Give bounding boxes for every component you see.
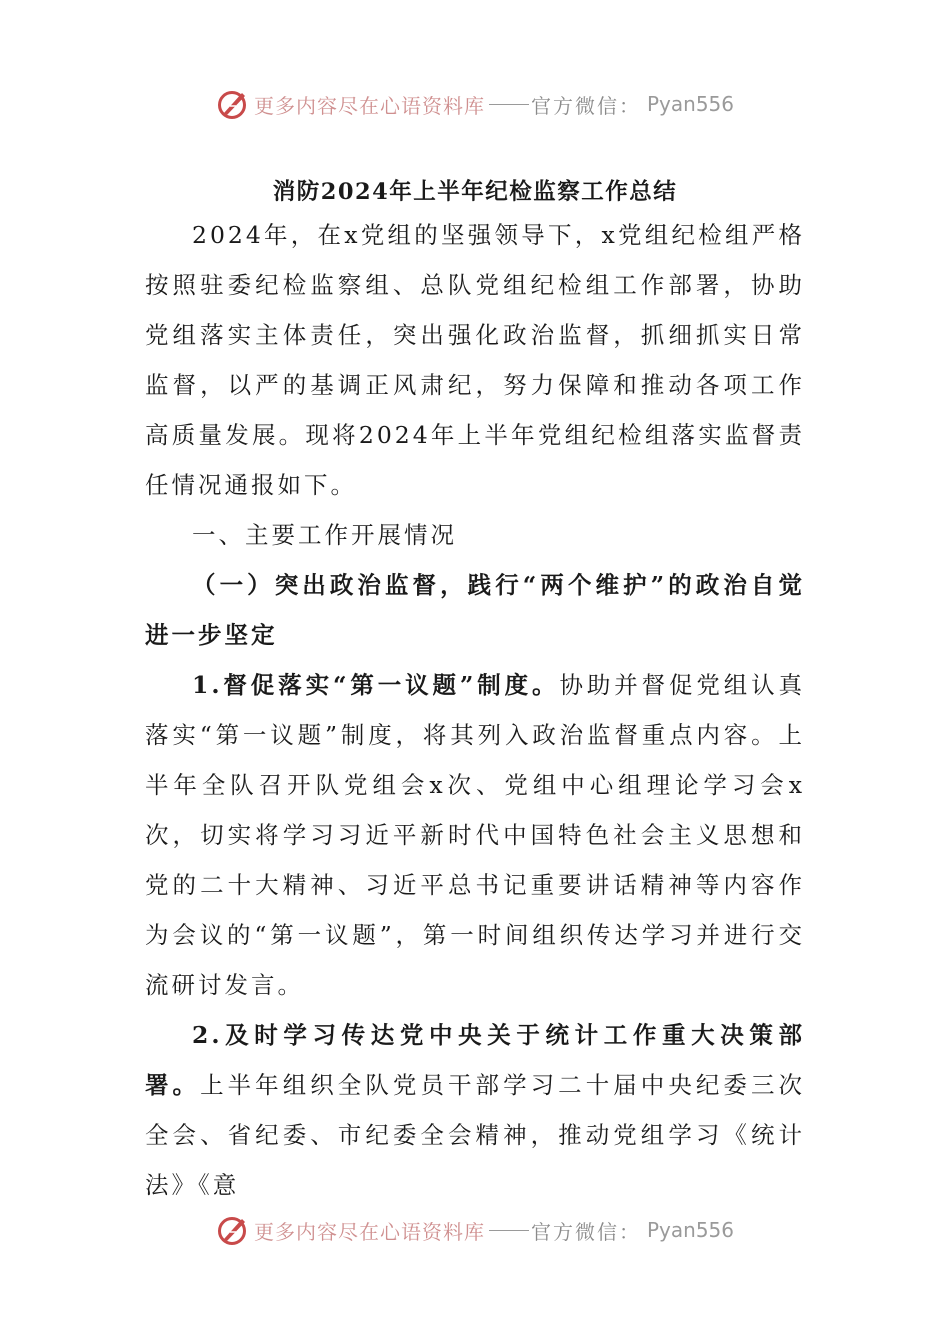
item-1-body: 协助并督促党组认真落实“第一议题”制度，将其列入政治监督重点内容。上半年全队召开队党组会x次、党组中心组理论学习会x次，切实将学习习近平新时代中国特色社会主义思想和党的二十大精神、习近平总书记重要讲话精神等内容作为会议的“第一议题”，第一时间组织传达学习并进行交流研讨发言。 <box>145 671 805 999</box>
item-2-paragraph <box>145 1010 805 1210</box>
watermark-text: 更多内容尽在心语资料库 <box>253 93 485 118</box>
watermark-wechat-id: Pyan556 <box>646 1218 734 1242</box>
item-2-lead: 2.及时学习传达党中央关于统计工作重大决策部署。 <box>145 1021 805 1099</box>
section-heading: 一、主要工作开展情况 <box>192 521 457 549</box>
watermark-label: 官方微信 <box>530 1219 619 1244</box>
watermark-label: 官方微信 <box>530 93 619 118</box>
watermark-text: 更多内容尽在心语资料库 <box>253 1219 485 1244</box>
watermark-wechat-id: Pyan556 <box>646 92 734 116</box>
watermark-footer <box>0 1210 950 1250</box>
watermark-separator: ： <box>618 1219 639 1244</box>
subsection-heading: （一）突出政治监督，践行“两个维护”的政治自觉进一步坚定 <box>145 571 805 649</box>
item-2-body: 上半年组织全队党员干部学习二十届中央纪委三次全会、省纪委、市纪委全会精神，推动党组学习《统计法》《意 <box>145 1071 806 1199</box>
item-1-lead: 1.督促落实“第一议题”制度。 <box>192 671 560 699</box>
document-body <box>145 210 805 1210</box>
watermark-dash <box>489 104 529 105</box>
item-1-paragraph <box>145 660 805 1010</box>
watermark-header <box>0 84 950 124</box>
watermark-dash <box>489 1230 529 1231</box>
quill-circle-logo <box>216 1213 250 1247</box>
document-title: 消防2024年上半年纪检监察工作总结 <box>272 179 678 205</box>
intro-paragraph: 2024年，在x党组的坚强领导下，x党组纪检组严格按照驻委纪检监察组、总队党组纪检组工作部署，协助党组落实主体责任，突出强化政治监督，抓细抓实日常监督，以严的基调正风肃纪，努力保障和推动各项工作高质量发展。现将2024年上半年党组纪检组落实监督责任情况通报如下。 <box>145 221 805 499</box>
quill-circle-logo <box>216 87 250 121</box>
watermark-separator: ： <box>618 93 639 118</box>
